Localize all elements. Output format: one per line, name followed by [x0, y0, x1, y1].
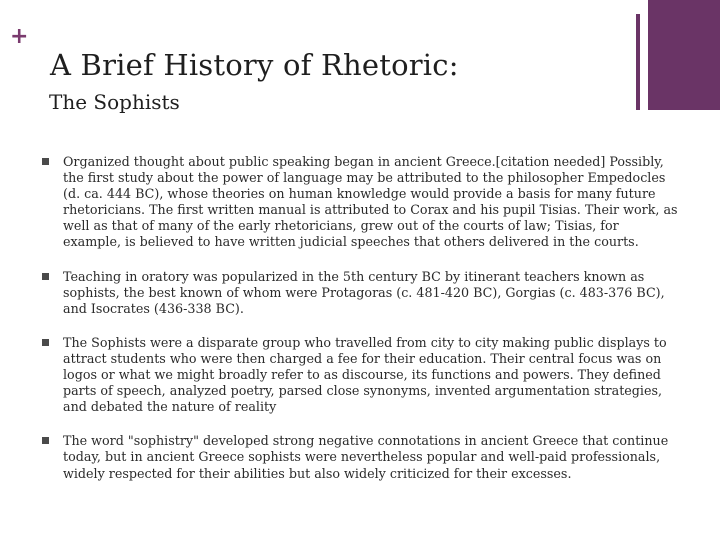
bullet-item [40, 335, 680, 415]
bullet-item [40, 154, 680, 251]
plus-icon: + [10, 24, 29, 49]
accent-bar-thick [648, 0, 720, 110]
bullet-list [40, 154, 680, 482]
bullet-item [40, 269, 680, 317]
slide-title: A Brief History of Rhetoric: [50, 48, 459, 82]
accent-bar-thin [636, 14, 640, 110]
bullet-item [40, 433, 680, 481]
bullet-text: Teaching in oratory was popularized in the 5th century BC by itinerant teachers known as sophists, the best known of whom were Protagoras (c. 481-420 BC), Gorgias (c. 483-376 BC), and Isocrates (436-338 BC). [63, 268, 665, 316]
bullet-text: Organized thought about public speaking began in ancient Greece.[citation needed] Possibly, the first study about the power of language may be attributed to the philosopher Empedocles (d. ca. 444 BC), whose theories on human knowledge would provide a basis for many future rhetoricians. The first written manual is attributed to Corax and his pupil Tisias. Their work, as well as that of many of the early rhetoricians, grew out of the courts of law; Tisias, for example, is believed to have written judicial speeches that others delivered in the courts. [63, 154, 678, 250]
square-bullet-icon [42, 437, 49, 444]
square-bullet-icon [42, 339, 49, 346]
square-bullet-icon [42, 158, 49, 165]
slide-subtitle: The Sophists [49, 90, 180, 114]
bullet-text: The Sophists were a disparate group who travelled from city to city making public displays to attract students who were then charged a fee for their education. Their central focus was on logos or what we might broadly refer to as discourse, its functions and powers. They defined parts of speech, analyzed poetry, parsed close synonyms, invented argumentation strategies, and debated the nature of reality [63, 334, 667, 415]
bullet-text: The word "sophistry" developed strong negative connotations in ancient Greece that continue today, but in ancient Greece sophists were nevertheless popular and well-paid professionals, widely respected for their abilities but also widely criticized for their excesses. [63, 433, 669, 481]
square-bullet-icon [42, 273, 49, 280]
